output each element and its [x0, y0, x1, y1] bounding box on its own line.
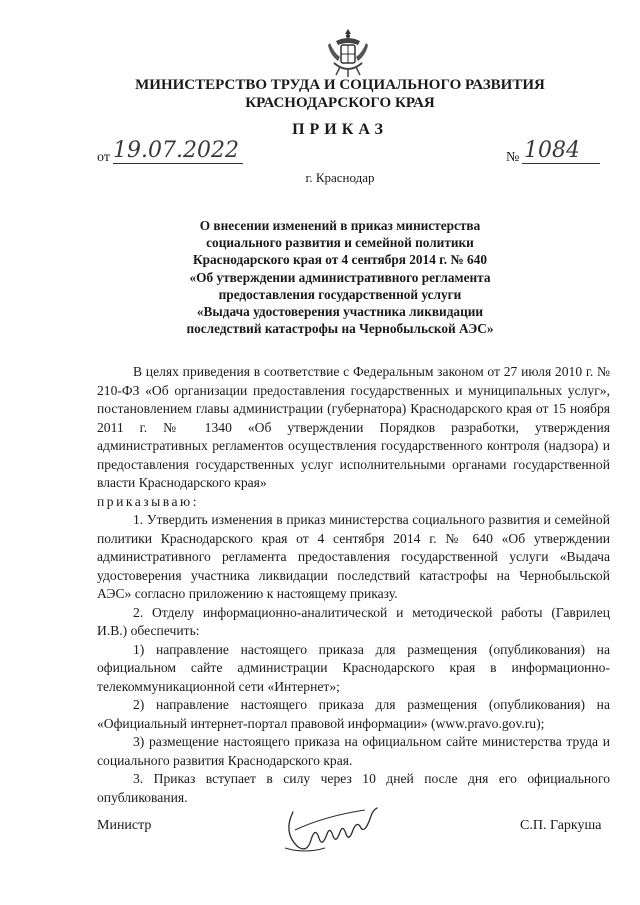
item-1-paragraph: 1. Утвердить изменения в приказ министерства социального развития и семейной политики Краснодарского края от 4 сентября 2014 г. № 640 «Об утверждении административного регламента предоставления государственной услуги «Выдача удостоверения участника ликвидации последствий катастрофы на Чернобыльской АЭС» согласно приложению к настоящему приказу.: [97, 512, 610, 601]
order-title: ПРИКАЗ: [292, 121, 388, 138]
subject-line: «Об утверждении административного регламента: [189, 269, 491, 285]
decree-word: приказываю:: [97, 493, 199, 509]
coat-of-arms-icon: [326, 27, 370, 79]
item-2-paragraph: 2. Отделу информационно-аналитической и методической работы (Гаврилец И.В.) обеспечить:: [97, 604, 610, 638]
item-3-paragraph: 3. Приказ вступает в силу через 10 дней после дня его официального опубликования.: [97, 771, 610, 805]
date-prefix: от: [97, 150, 110, 165]
ministry-name: [100, 76, 580, 112]
subject-line: «Выдача удостоверения участника ликвидации: [196, 304, 484, 320]
preamble-paragraph: В целях приведения в соответствие с Федеральным законом от 27 июля 2010 г. № 210-ФЗ «Об организации предоставления государственных и муниципальных услуг», постановлением главы администрации (губернатора) Краснодарского края от 15 ноября 2011 г. № 1340 «Об утверждении Порядков разработки, утверждения административных регламентов осуществления государственного контроля (надзора) и предоставления государственных услуг исполнительными органами государственной власти Краснодарского края»: [97, 364, 610, 490]
subject-line: последствий катастрофы на Чернобыльской АЭС»: [186, 321, 494, 337]
handwritten-signature: [275, 790, 390, 860]
item-2-2-paragraph: 2) направление настоящего приказа для размещения (опубликования) на «Официальный интернет-портал правовой информации» (www.pravo.gov.ru);: [97, 697, 610, 731]
ministry-line-1: МИНИСТЕРСТВО ТРУДА И СОЦИАЛЬНОГО РАЗВИТИЯ: [135, 77, 545, 93]
date-underline: [113, 163, 243, 164]
signer-title: Министр: [97, 818, 152, 833]
item-2-1-paragraph: 1) направление настоящего приказа для размещения (опубликования) на официальном сайте администрации Краснодарского края в информационно-телекоммуникационной сети «Интернет»;: [97, 641, 610, 694]
subject-line: предоставления государственной услуги: [218, 286, 462, 302]
ministry-line-2: КРАСНОДАРСКОГО КРАЯ: [245, 95, 435, 111]
subject-line: социального развития и семейной политики: [206, 235, 474, 251]
signer-name: С.П. Гаркуша: [520, 818, 602, 833]
order-number: 1084: [524, 138, 580, 163]
city: г. Краснодар: [305, 170, 375, 185]
item-2-3-paragraph: 3) размещение настоящего приказа на официальном сайте министерства труда и социального развития Краснодарского края.: [97, 734, 610, 768]
number-prefix: №: [506, 150, 520, 165]
number-underline: [522, 163, 600, 164]
order-body: [97, 363, 610, 807]
order-date: 19.07.2022: [113, 138, 239, 163]
subject-line: О внесении изменений в приказ министерства: [199, 218, 481, 233]
subject-line: Краснодарского края от 4 сентября 2014 г. № 640: [193, 252, 487, 268]
order-subject: [120, 217, 560, 337]
